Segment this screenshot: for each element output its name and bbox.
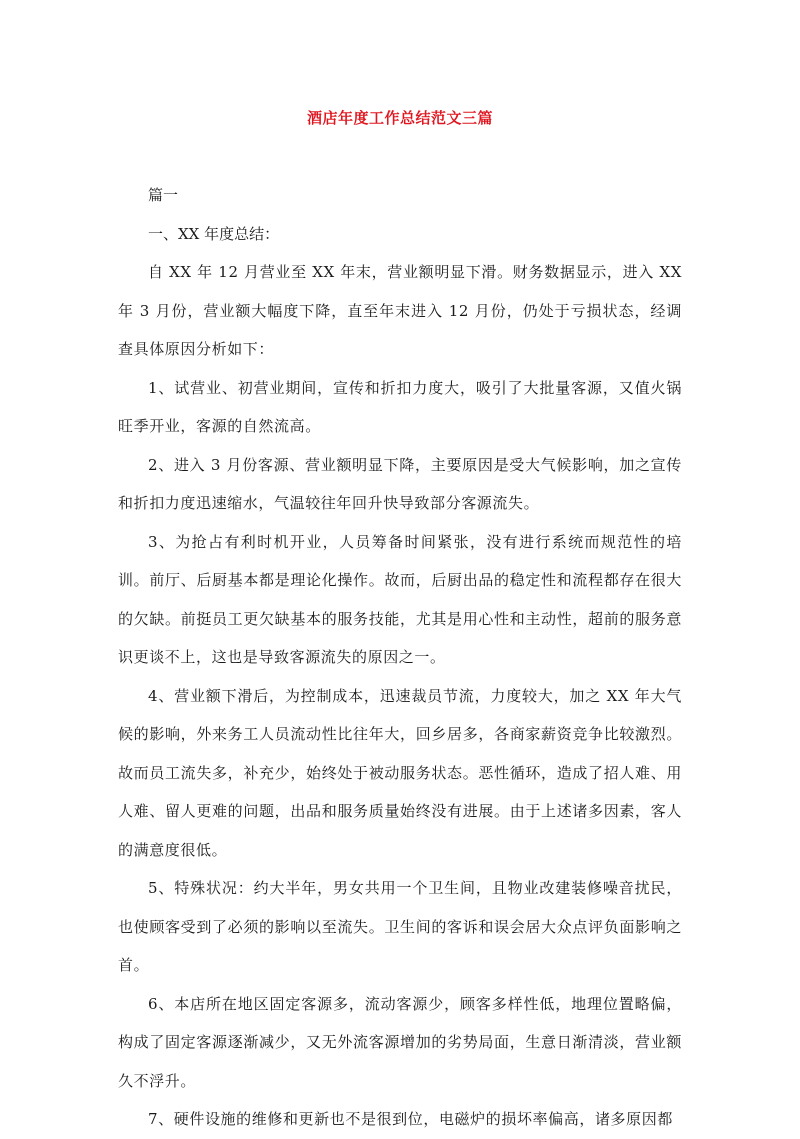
section-label: 篇一 bbox=[148, 186, 179, 204]
paragraph-item-5: 5、特殊状况：约大半年，男女共用一个卫生间，且物业改建装修噪音扰民，也使顾客受到了必须的影响以至流失。卫生间的客诉和误会居大众点评负面影响之首。 bbox=[118, 879, 682, 974]
paragraph-item-4: 4、营业额下滑后，为控制成本，迅速裁员节流，力度较大，加之 XX 年大气候的影响，外来务工人员流动性比往年大，回乡居多，各商家薪资竞争比较激烈。故而员工流失多，补充少，始终处于被动服务状态。恶性循环，造成了招人难、用人难、留人更难的问题，出品和服务质量始终没有进展。由于上述诸多因素，客人的满意度很低。 bbox=[118, 686, 682, 859]
paragraph-item-1: 1、试营业、初营业期间，宣传和折扣力度大，吸引了大批量客源，又值火锅旺季开业，客源的自然流高。 bbox=[118, 378, 682, 435]
document-page bbox=[118, 100, 682, 1139]
paragraph-item-6: 6、本店所在地区固定客源多，流动客源少，顾客多样性低，地理位置略偏，构成了固定客源逐渐减少，又无外流客源增加的劣势局面，生意日渐清淡，营业额久不浮升。 bbox=[118, 994, 682, 1090]
paragraph-item-3: 3、为抢占有利时机开业，人员筹备时间紧张，没有进行系统而规范性的培训。前厅、后厨基本都是理论化操作。故而，后厨出品的稳定性和流程都存在很大的欠缺。前挺员工更欠缺基本的服务技能，尤其是用心性和主动性，超前的服务意识更谈不上，这也是导致客源流失的原因之一。 bbox=[118, 532, 682, 666]
paragraph-item-7: 7、硬件设施的维修和更新也不是很到位，电磁炉的损坏率偏高，诸多原因都 bbox=[148, 1110, 673, 1128]
subheading: 一、XX 年度总结： bbox=[148, 224, 280, 243]
paragraph-intro: 自 XX 年 12 月营业至 XX 年末，营业额明显下滑。财务数据显示，进入 XX 年 3 月份，营业额大幅度下降，直至年末进入 12 月份，仍处于亏损状态，经调查具体原因分析如下： bbox=[118, 263, 682, 358]
paragraph-item-2: 2、进入 3 月份客源、营业额明显下降，主要原因是受大气候影响，加之宣传和折扣力度迅速缩水，气温较往年回升快导致部分客源流失。 bbox=[118, 455, 682, 512]
document-title: 酒店年度工作总结范文三篇 bbox=[306, 109, 493, 127]
